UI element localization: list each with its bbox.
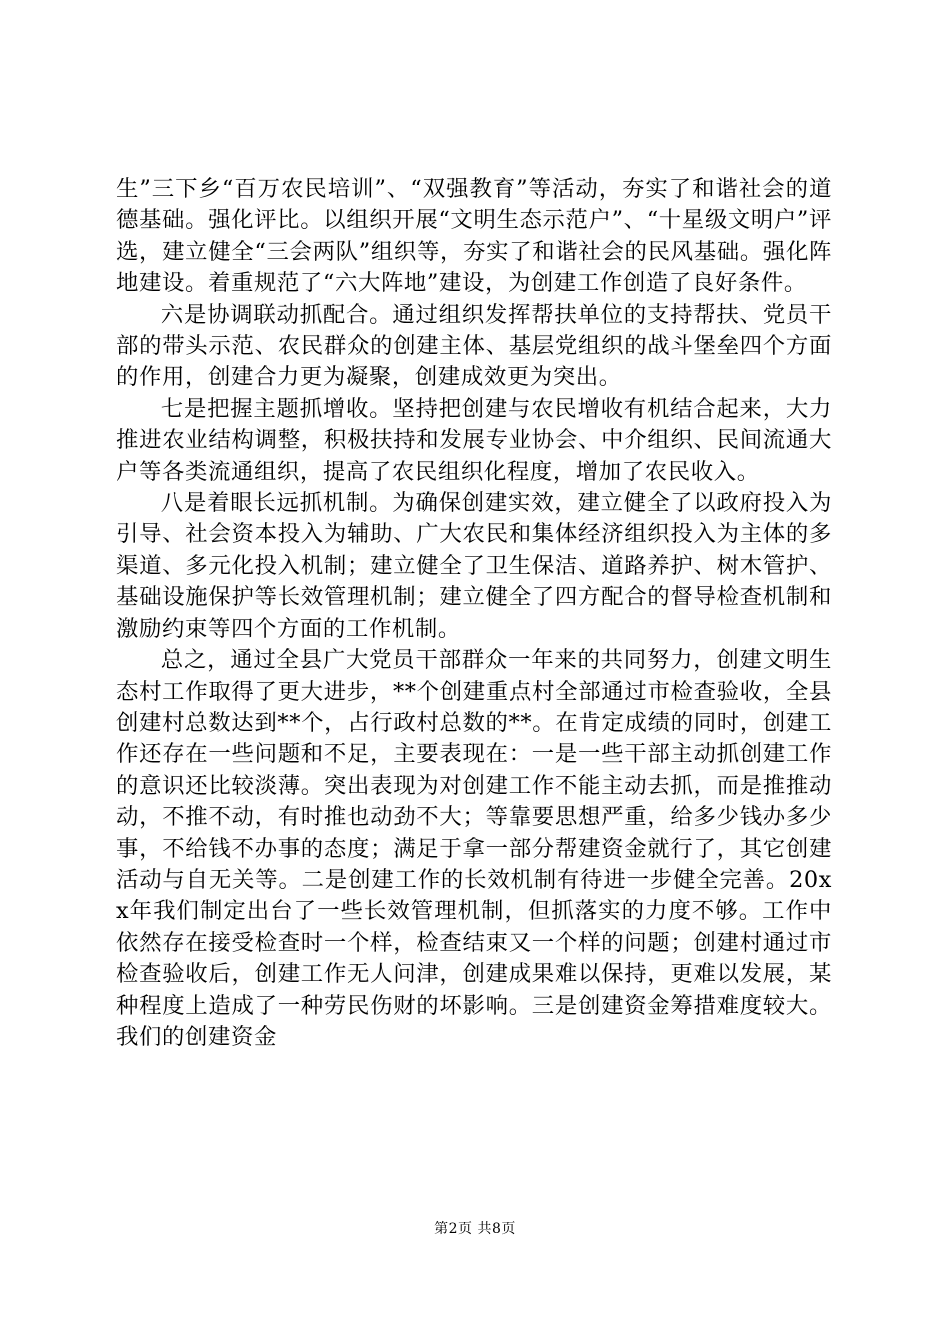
paragraph-summary: 总之，通过全县广大党员干部群众一年来的共同努力，创建文明生态村工作取得了更大进步，**个创建重点村全部通过市检查验收，全县创建村总数达到**个，占行政村总数的**。在肯定成绩的同时，创建工作还存在一些问题和不足，主要表现在：一是一些干部主动抓创建工作的意识还比较淡薄。突出表现为对创建工作不能主动去抓，而是推推动动，不推不动，有时推也动劲不大；等靠要思想严重，给多少钱办多少事，不给钱不办事的态度；满足于拿一部分帮建资金就行了，其它创建活动与自无关等。二是创建工作的长效机制有待进一步健全完善。20xx年我们制定出台了一些长效管理机制，但抓落实的力度不够。工作中依然存在接受检查时一个样，检查结束又一个样的问题；创建村通过市检查验收后，创建工作无人问津，创建成果难以保持，更难以发展，某种程度上造成了一种劳民伤财的坏影响。三是创建资金筹措难度较大。我们的创建资金 xyxy=(116,647,832,1050)
paragraph-continued: 生”三下乡“百万农民培训”、“双强教育”等活动，夯实了和谐社会的道德基础。强化评比。以组织开展“文明生态示范户”、“十星级文明户”评选，建立健全“三会两队”组织等，夯实了和谐社会的民风基础。强化阵地建设。着重规范了“六大阵地”建设，为创建工作创造了良好条件。 xyxy=(116,176,832,297)
paragraph-six: 六是协调联动抓配合。通过组织发挥帮扶单位的支持帮扶、党员干部的带头示范、农民群众的创建主体、基层党组织的战斗堡垒四个方面的作用，创建合力更为凝聚，创建成效更为突出。 xyxy=(116,301,832,391)
document-body xyxy=(116,174,832,1053)
page-number-label: 第2页 共8页 xyxy=(434,1221,516,1237)
paragraph-seven: 七是把握主题抓增收。坚持把创建与农民增收有机结合起来，大力推进农业结构调整，积极扶持和发展专业协会、中介组织、民间流通大户等各类流通组织，提高了农民组织化程度，增加了农民收入。 xyxy=(116,395,832,485)
paragraph-eight: 八是着眼长远抓机制。为确保创建实效，建立健全了以政府投入为引导、社会资本投入为辅助、广大农民和集体经济组织投入为主体的多渠道、多元化投入机制；建立健全了卫生保洁、道路养护、树木管护、基础设施保护等长效管理机制；建立健全了四方配合的督导检查机制和激励约束等四个方面的工作机制。 xyxy=(116,490,832,642)
page-footer xyxy=(0,1219,950,1239)
